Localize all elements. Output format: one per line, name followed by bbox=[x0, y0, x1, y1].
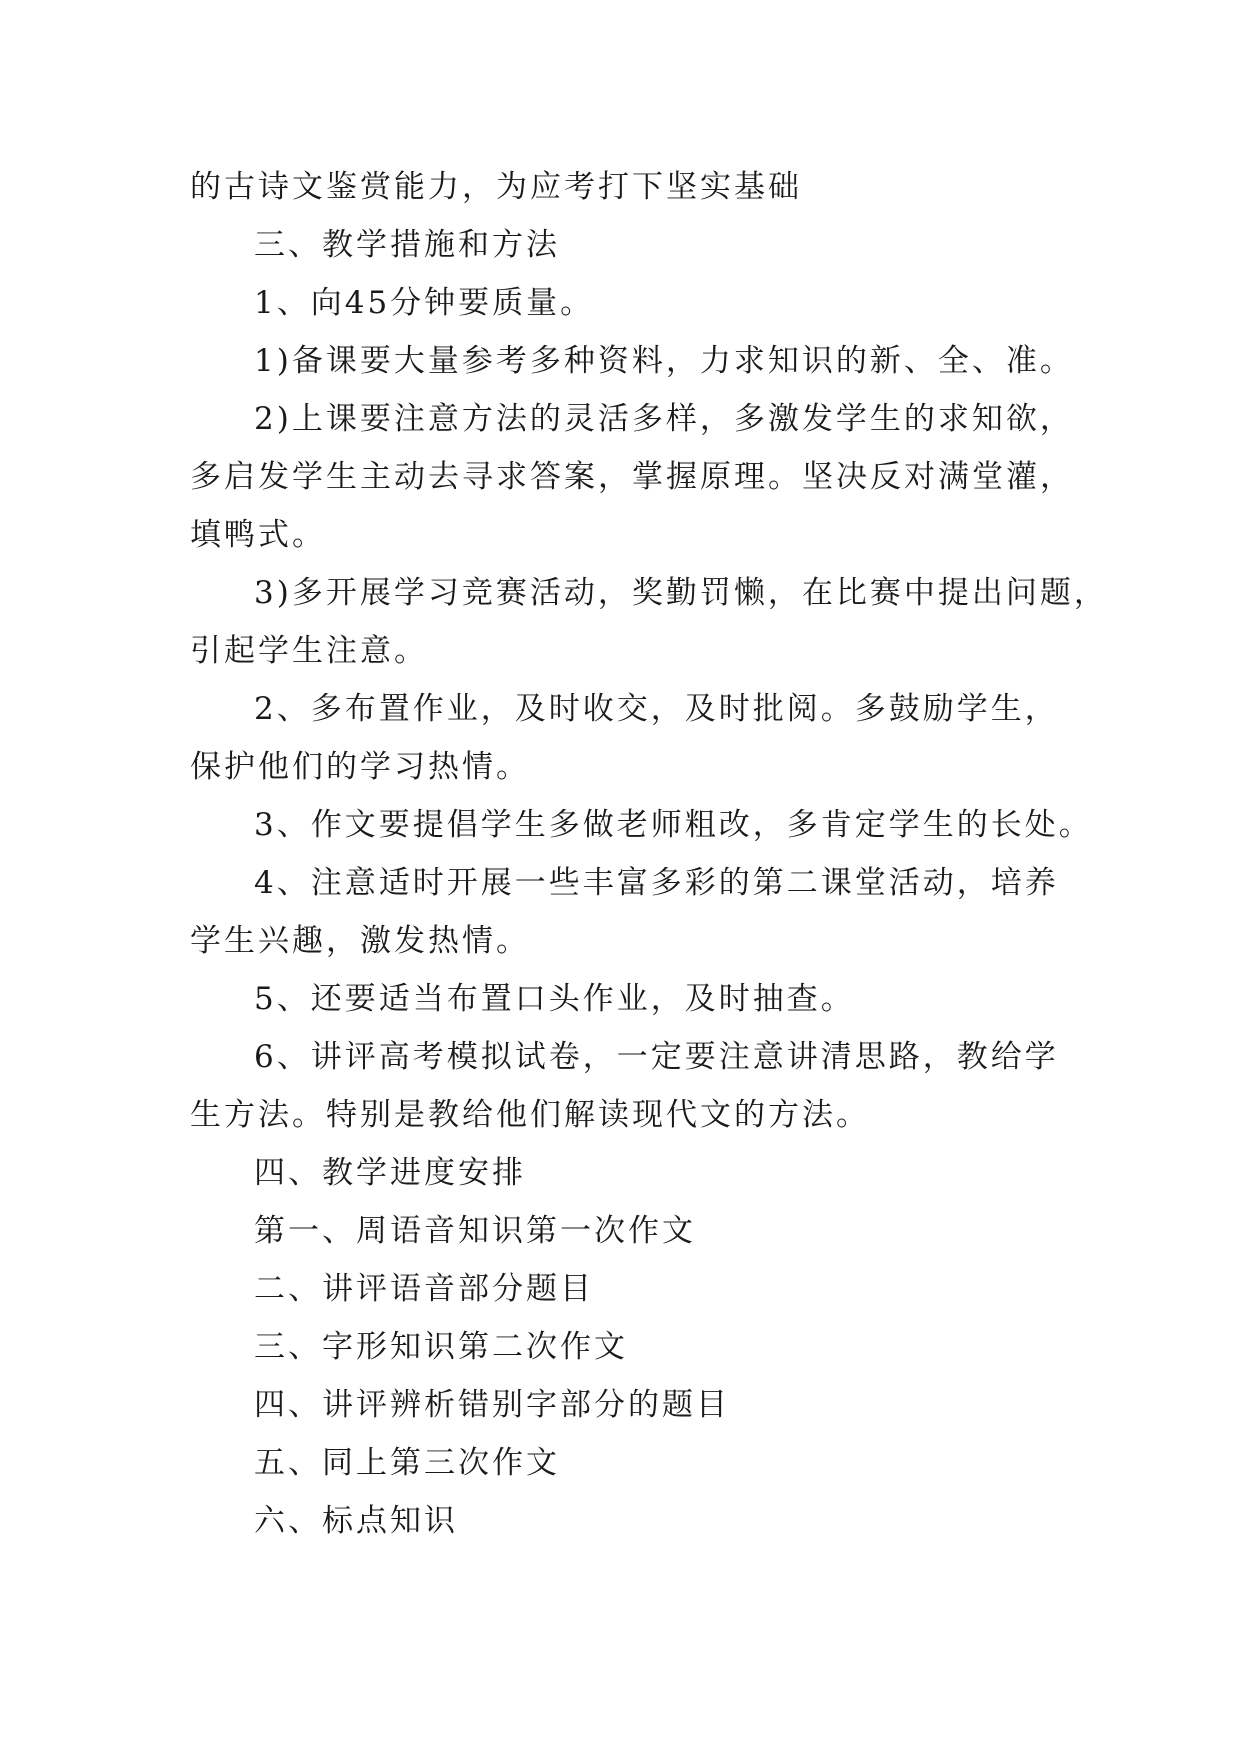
schedule-item: 二、讲评语音部分题目 bbox=[254, 1271, 594, 1307]
schedule-item: 第一、周语音知识第一次作文 bbox=[254, 1213, 696, 1249]
paragraph-line: 学生兴趣，激发热情。 bbox=[190, 923, 530, 959]
paragraph-line: 2)上课要注意方法的灵活多样，多激发学生的求知欲， bbox=[254, 401, 1074, 437]
schedule-item: 六、标点知识 bbox=[254, 1503, 458, 1539]
schedule-item: 三、字形知识第二次作文 bbox=[254, 1329, 628, 1365]
paragraph-line: 生方法。特别是教给他们解读现代文的方法。 bbox=[190, 1097, 870, 1133]
section-heading: 四、教学进度安排 bbox=[254, 1155, 526, 1191]
paragraph-line: 引起学生注意。 bbox=[190, 633, 428, 669]
paragraph-line: 3)多开展学习竞赛活动，奖勤罚懒，在比赛中提出问题， bbox=[254, 575, 1108, 611]
paragraph-line: 2、多布置作业，及时收交，及时批阅。多鼓励学生， bbox=[254, 691, 1059, 727]
paragraph-line: 填鸭式。 bbox=[190, 517, 326, 553]
paragraph-line: 3、作文要提倡学生多做老师粗改，多肯定学生的长处。 bbox=[254, 807, 1093, 843]
document-body bbox=[190, 158, 1108, 1550]
paragraph-line: 6、讲评高考模拟试卷，一定要注意讲清思路，教给学 bbox=[254, 1039, 1059, 1075]
schedule-item: 五、同上第三次作文 bbox=[254, 1445, 560, 1481]
paragraph-line: 4、注意适时开展一些丰富多彩的第二课堂活动，培养 bbox=[254, 865, 1059, 901]
schedule-item: 四、讲评辨析错别字部分的题目 bbox=[254, 1387, 730, 1423]
paragraph-line: 1、向45分钟要质量。 bbox=[254, 285, 595, 321]
paragraph-line: 5、还要适当布置口头作业，及时抽查。 bbox=[254, 981, 855, 1017]
paragraph-line: 的古诗文鉴赏能力，为应考打下坚实基础 bbox=[190, 169, 802, 205]
section-heading: 三、教学措施和方法 bbox=[254, 227, 560, 263]
paragraph-line: 保护他们的学习热情。 bbox=[190, 749, 530, 785]
paragraph-line: 1)备课要大量参考多种资料，力求知识的新、全、准。 bbox=[254, 343, 1074, 379]
paragraph-line: 多启发学生主动去寻求答案，掌握原理。坚决反对满堂灌， bbox=[190, 459, 1074, 495]
